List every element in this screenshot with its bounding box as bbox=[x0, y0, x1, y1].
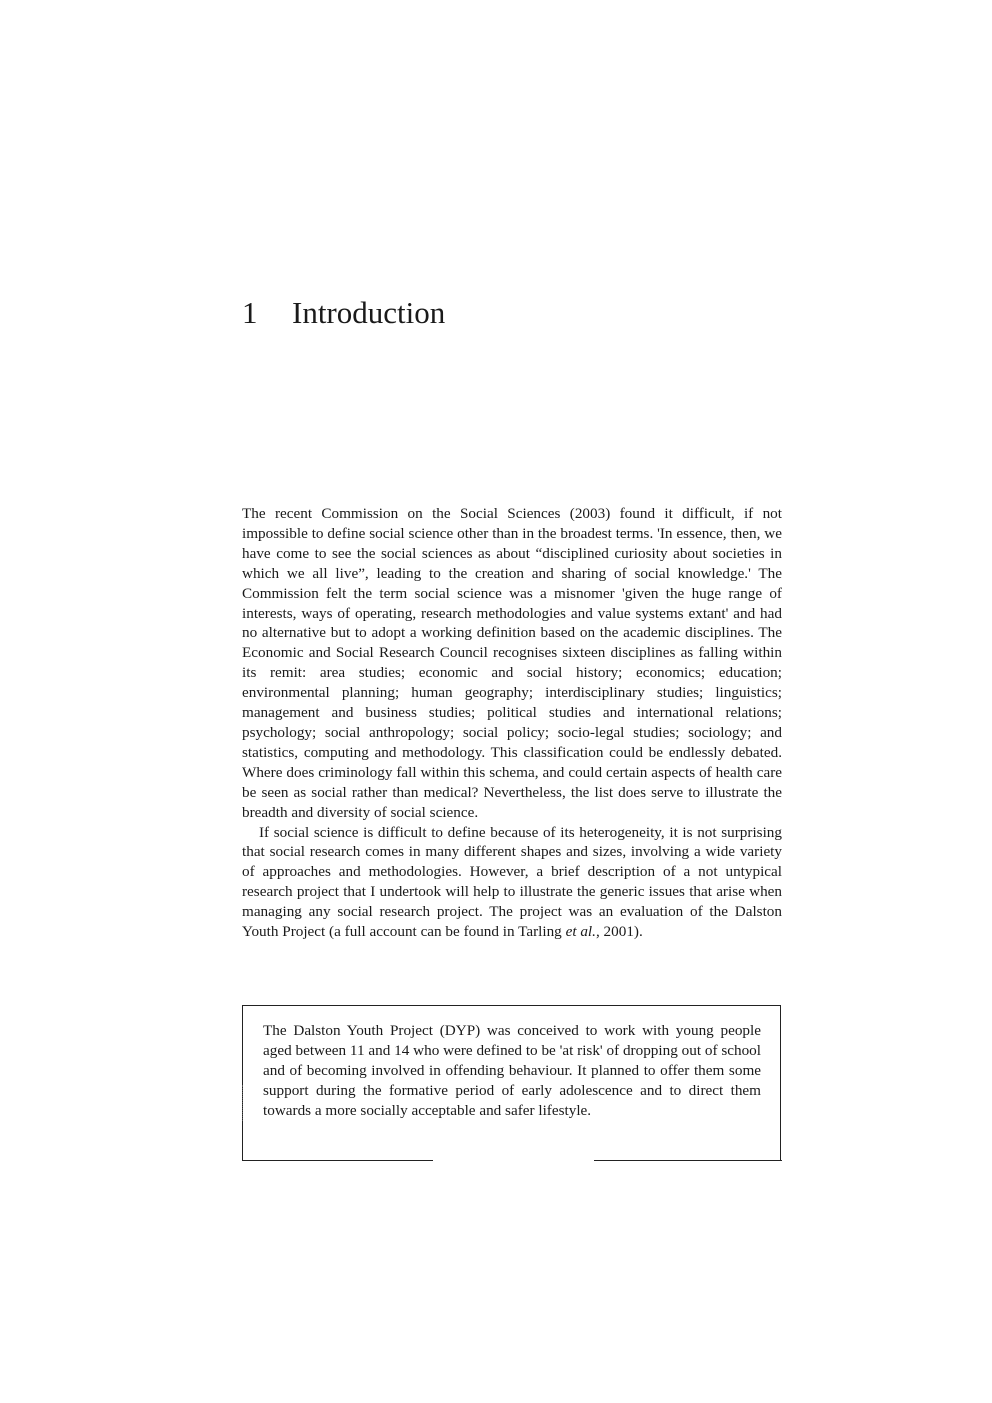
box-bottom-border-right bbox=[594, 1160, 782, 1161]
chapter-number: 1 bbox=[242, 294, 258, 330]
gutter-mark bbox=[242, 1085, 245, 1121]
boxed-example bbox=[242, 1005, 781, 1160]
paragraph-2-end: , 2001). bbox=[595, 923, 643, 941]
body-text bbox=[242, 504, 782, 942]
paragraph-1: The recent Commission on the Social Sciences (2003) found it difficult, if not impossible to define social science other than in the broadest terms. 'In essence, then, we have come to see the social sciences as about “disciplined curiosity about societies in which we all live”, leading to the creation and sharing of social knowledge.' The Commission felt the term social science was a misnomer 'given the huge range of interests, ways of operating, research methodologies and value systems extant' and had no alternative but to adopt a working definition based on the academic disciplines. The Economic and Social Research Council recognises sixteen disciplines as falling within its remit: area studies; economic and social history; economics; education; environmental planning; human geography; interdisciplinary studies; linguistics; management and business studies; political studies and international relations; psychology; social anthropology; social policy; socio-legal studies; sociology; and statistics, computing and methodology. This classification could be endlessly debated. Where does criminology fall within this schema, and could certain aspects of health care be seen as social rather than medical? Nevertheless, the list does serve to illustrate the breadth and diversity of social science. bbox=[242, 505, 782, 821]
box-bottom-border-left bbox=[242, 1160, 433, 1161]
paragraph-2 bbox=[242, 823, 782, 942]
paragraph-2-text: If social science is difficult to define because of its heterogeneity, it is not surprising that social research comes in many different shapes and sizes, involving a wide variety of approaches and methodologies. However, a brief description of a not untypical research project that I undertook will help to illustrate the generic issues that arise when managing any social research project. The project was an evaluation of the Dalston Youth Project (a full account can be found in Tarling bbox=[242, 823, 782, 941]
chapter-heading bbox=[242, 291, 782, 335]
paragraph-2-italic: et al. bbox=[565, 923, 596, 941]
box-text bbox=[263, 1021, 761, 1121]
box-paragraph: The Dalston Youth Project (DYP) was conceived to work with young people aged between 11 and 14 who were defined to be 'at risk' of dropping out of school and of becoming involved in offending behaviour. It planned to offer them some support during the formative period of early adolescence and to direct them towards a more socially acceptable and safer lifestyle. bbox=[263, 1022, 761, 1119]
chapter-title: Introduction bbox=[292, 294, 446, 330]
